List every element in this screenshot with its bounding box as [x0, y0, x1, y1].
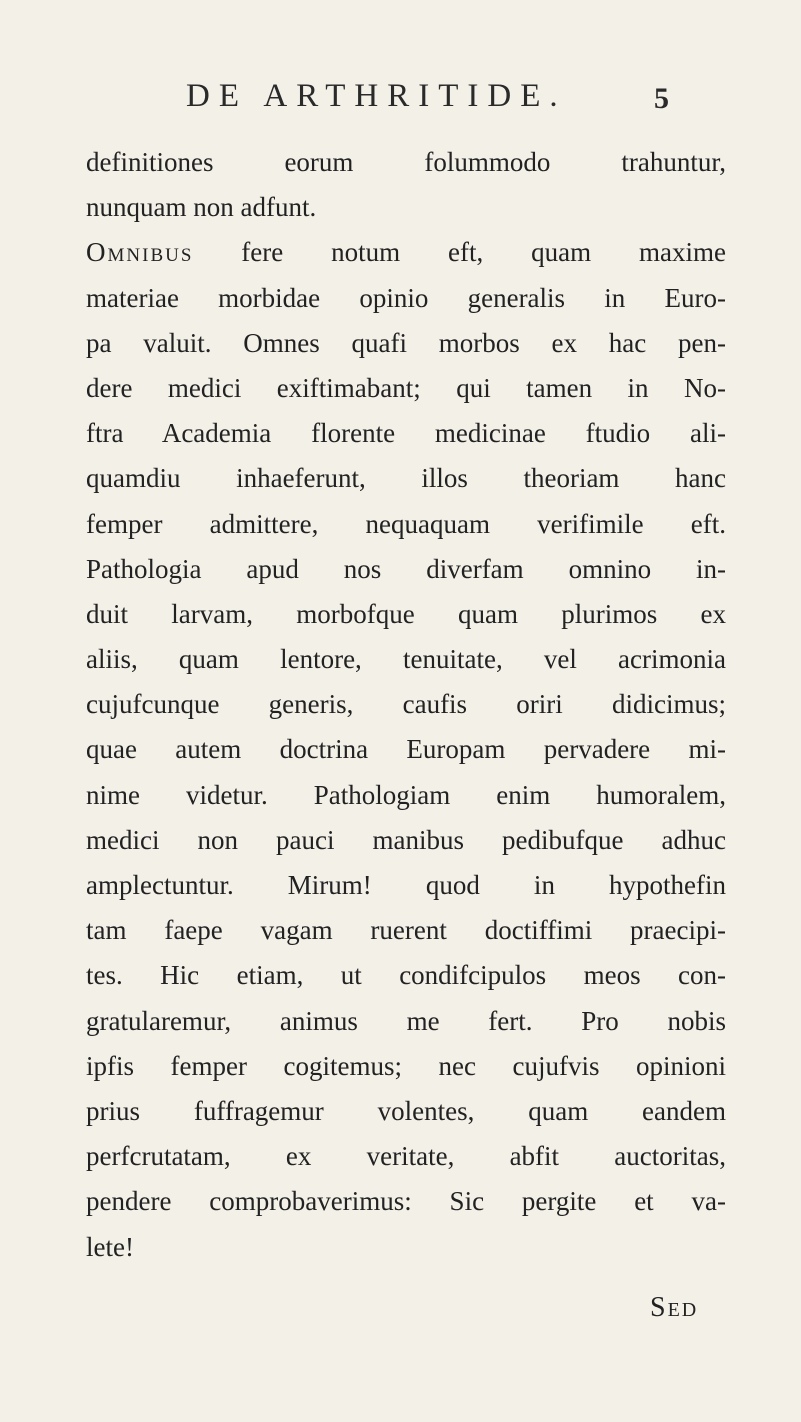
running-title: DE ARTHRITIDE.	[186, 78, 567, 114]
text-line: aliis, quam lentore, tenuitate, vel acrimonia	[86, 644, 726, 675]
catchword: Sed	[650, 1292, 699, 1323]
text-line: nunquam non adfunt.	[86, 192, 317, 223]
text-line: pendere comprobaverimus: Sic pergite et va-	[86, 1186, 726, 1217]
text-line: ipfis femper cogitemus; nec cujufvis opinioni	[86, 1050, 726, 1081]
text-line: definitiones eorum folummodo trahuntur,	[86, 147, 726, 177]
text-line: Pathologia apud nos diverfam omnino in-	[86, 553, 726, 584]
text-line: amplectuntur. Mirum! quod in hypothefin	[86, 870, 726, 900]
body-text	[86, 140, 726, 1270]
text-line: tam faepe vagam ruerent doctiffimi praecipi-	[86, 915, 726, 946]
text-line: pa valuit. Omnes quafi morbos ex hac pen-	[86, 327, 726, 358]
text-line-rest: fere notum eft, quam maxime	[241, 237, 726, 268]
text-line: materiae morbidae opinio generalis in Euro-	[86, 282, 726, 313]
text-line: nime videtur. Pathologiam enim humoralem,	[86, 779, 726, 810]
page-number: 5	[654, 82, 669, 115]
text-line	[86, 230, 726, 275]
text-line: femper admittere, nequaquam verifimile eft.	[86, 508, 726, 539]
text-line: ftra Academia florente medicinae ftudio ali-	[86, 418, 726, 449]
text-line: dere medici exiftimabant; qui tamen in No-	[86, 372, 726, 403]
text-line: duit larvam, morbofque quam plurimos ex	[86, 598, 726, 629]
text-line: quamdiu inhaeferunt, illos theoriam hanc	[86, 463, 726, 494]
text-line: gratularemur, animus me fert. Pro nobis	[86, 1005, 726, 1036]
text-line: prius fuffragemur volentes, quam eandem	[86, 1095, 726, 1126]
text-line: tes. Hic etiam, ut condifcipulos meos con-	[86, 960, 726, 991]
text-line: perfcrutatam, ex veritate, abfit auctoritas,	[86, 1141, 726, 1172]
text-line: lete!	[86, 1231, 134, 1262]
text-line: quae autem doctrina Europam pervadere mi-	[86, 734, 726, 765]
text-line: cujufcunque generis, caufis oriri didicimus;	[86, 689, 726, 720]
opening-word: Omnibus	[86, 237, 194, 268]
text-line: medici non pauci manibus pedibufque adhuc	[86, 824, 726, 855]
